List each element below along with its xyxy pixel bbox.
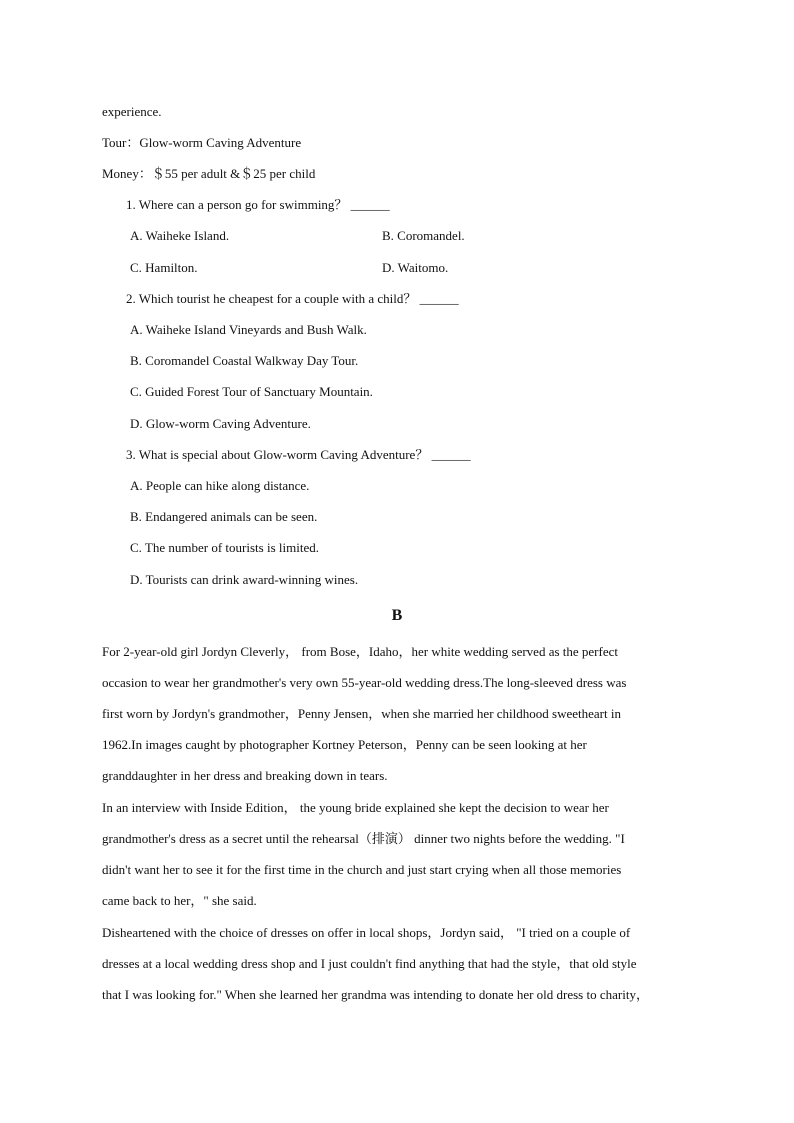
option-1a: A. Waiheke Island. [130, 228, 230, 243]
option-3a: A. People can hike along distance. [130, 478, 310, 493]
paragraph-line: For 2-year-old girl Jordyn Cleverly， from Bose，Idaho，her white wedding served as the perfect [102, 644, 618, 659]
money-line: Money：＄55 per adult &＄25 per child [102, 166, 316, 181]
question-2: 2. Which tourist he cheapest for a couple with a child？ ______ [126, 291, 459, 306]
paragraph-line: didn't want her to see it for the first time in the church and just start crying when all those memories [102, 862, 622, 877]
paragraph-line: 1962.In images caught by photographer Kortney Peterson，Penny can be seen looking at her [102, 737, 587, 752]
paragraph-1 [102, 644, 702, 783]
paragraph-line: that I was looking for." When she learned her grandma was intending to donate her old dress to charity， [102, 987, 649, 1002]
option-2c: C. Guided Forest Tour of Sanctuary Mountain. [130, 384, 373, 399]
paragraph-line: occasion to wear her grandmother's very own 55-year-old wedding dress.The long-sleeved dress was [102, 675, 627, 690]
paragraph-line: Disheartened with the choice of dresses on offer in local shops，Jordyn said， "I tried on a couple of [102, 925, 631, 940]
tour-line: Tour：Glow-worm Caving Adventure [102, 135, 302, 150]
section-heading: B [391, 607, 403, 624]
paragraph-line: grandmother's dress as a secret until the rehearsal（排演） dinner two nights before the wedding. "I [102, 831, 625, 846]
question-3: 3. What is special about Glow-worm Caving Adventure？ ______ [126, 447, 471, 462]
option-1b: B. Coromandel. [382, 228, 465, 243]
option-3c: C. The number of tourists is limited. [130, 540, 319, 555]
option-2a: A. Waiheke Island Vineyards and Bush Walk. [130, 322, 367, 337]
paragraph-line: In an interview with Inside Edition， the young bride explained she kept the decision to wear her [102, 800, 609, 815]
paragraph-line: first worn by Jordyn's grandmother，Penny Jensen，when she married her childhood sweetheart in [102, 706, 621, 721]
option-2b: B. Coromandel Coastal Walkway Day Tour. [130, 353, 359, 368]
option-1d: D. Waitomo. [382, 260, 449, 275]
option-3b: B. Endangered animals can be seen. [130, 509, 318, 524]
paragraph-line: dresses at a local wedding dress shop and I just couldn't find anything that had the style，that old style [102, 956, 637, 971]
paragraph-2 [102, 800, 702, 908]
paragraph-line: granddaughter in her dress and breaking down in tears. [102, 768, 388, 783]
paragraph-3 [102, 925, 702, 1002]
option-1c: C. Hamilton. [130, 260, 198, 275]
text-line: experience. [102, 104, 162, 119]
paragraph-line: came back to her，" she said. [102, 893, 257, 908]
option-2d: D. Glow-worm Caving Adventure. [130, 416, 311, 431]
question-1: 1. Where can a person go for swimming？ ______ [126, 197, 390, 212]
option-3d: D. Tourists can drink award-winning wines. [130, 572, 359, 587]
